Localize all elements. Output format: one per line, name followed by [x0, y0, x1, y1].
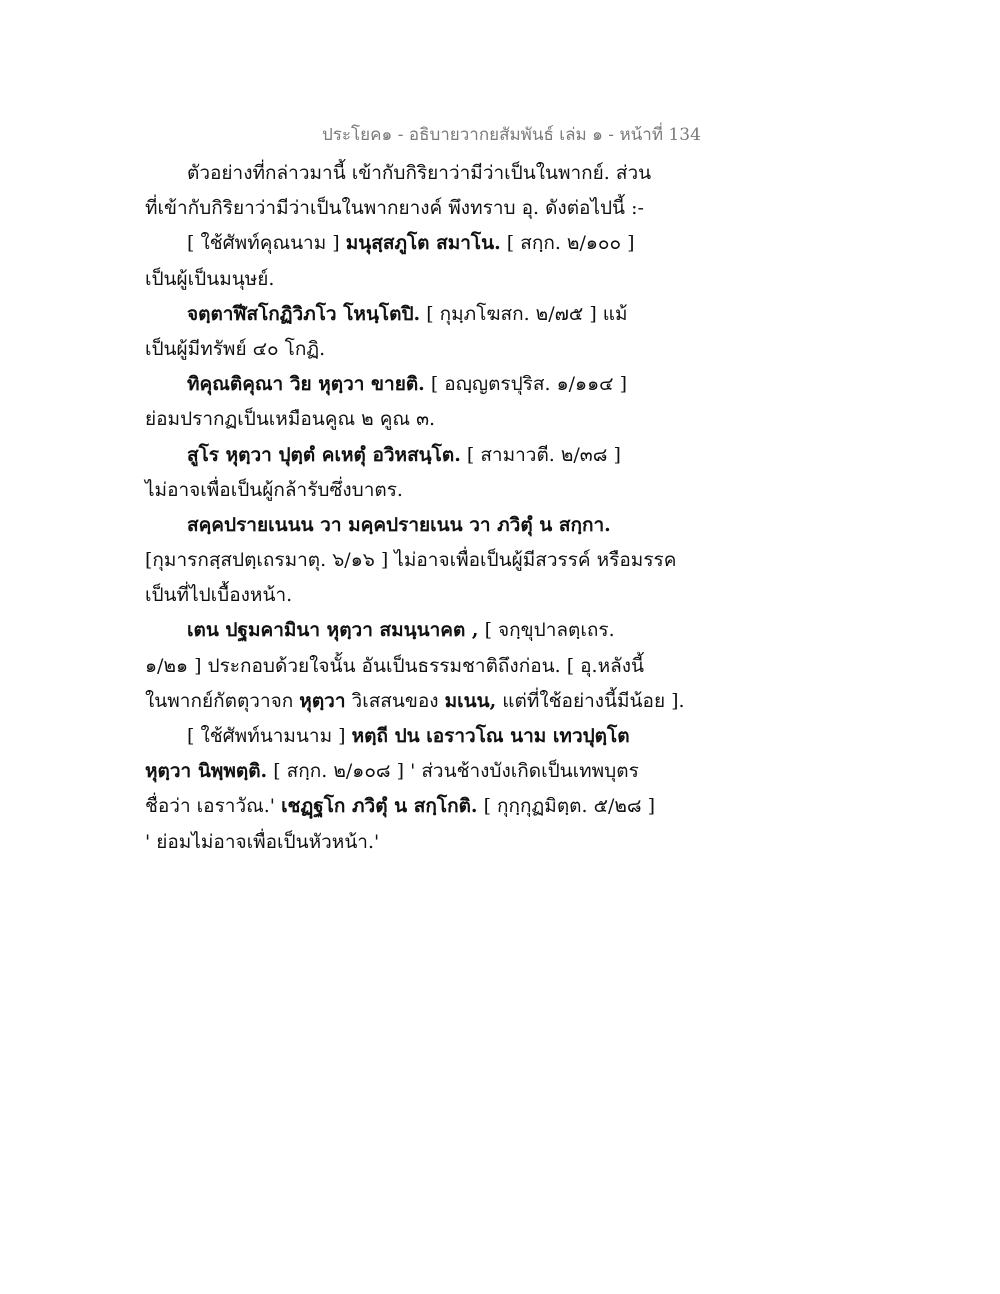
pali-text: หุตฺวา — [299, 689, 346, 712]
text-line — [145, 332, 705, 367]
thai-text: [ ใช้ศัพท์นามนาม ] — [187, 725, 352, 747]
pali-text: สคฺคปรายเนนน วา มคฺคปรายเนน วา ภวิตุํ น สกฺกา. — [187, 513, 611, 536]
text-line — [145, 367, 705, 402]
text-line — [145, 719, 705, 754]
text-line — [145, 473, 705, 508]
thai-text: วิเสสนของ — [345, 689, 445, 712]
thai-text: ตัวอย่างที่กล่าวมานี้ เข้ากับกิริยาว่ามีว่าเป็นในพากย์. ส่วน — [187, 162, 652, 184]
thai-text: เป็นผู้มีทรัพย์ ๔๐ โกฏิ. — [145, 337, 326, 360]
pali-text: เตน ปฐมคามินา หุตฺวา สมนฺนาคต , — [187, 619, 479, 642]
text-line — [145, 649, 705, 684]
pali-text: มเนน, — [444, 689, 497, 712]
thai-text: [ อญฺญตรปุริส. ๑/๑๑๔ ] — [424, 373, 627, 396]
thai-text: [ กุมฺภโฆสก. ๒/๗๕ ] แม้ — [420, 302, 628, 325]
text-line — [145, 297, 705, 332]
thai-text: [ กุกฺกุฏมิตฺต. ๕/๒๘ ] — [477, 795, 655, 818]
text-line — [145, 508, 705, 543]
text-line — [145, 578, 705, 613]
thai-text: [ สกฺก. ๒/๑๐๘ ] ' ส่วนช้างบังเกิดเป็นเทพบุตร — [267, 760, 639, 783]
text-line — [145, 402, 705, 437]
pali-text: เชฏฺฐโก ภวิตุํ น สกฺโกติ. — [281, 795, 478, 818]
text-line — [145, 226, 705, 261]
text-line — [145, 684, 705, 719]
thai-text: ในพากย์กัตตุวาจก — [145, 689, 300, 712]
text-line — [145, 191, 705, 226]
thai-text: [กุมารกสฺสปตฺเถรมาตุ. ๖/๑๖ ] ไม่อาจเพื่อเป็นผู้มีสวรรค์ หรือมรรค — [145, 549, 677, 572]
pali-text: สูโร หุตฺวา ปุตฺตํ คเหตุํ อวิหสนฺโต. — [187, 443, 461, 466]
thai-text: [ สามาวตี. ๒/๓๘ ] — [460, 443, 621, 466]
text-line — [145, 754, 705, 789]
thai-text: ชื่อว่า เอราวัณ.' — [145, 795, 282, 818]
text-line — [145, 438, 705, 473]
text-line — [145, 789, 705, 824]
page-header: ประโยค๑ - อธิบายวากยสัมพันธ์ เล่ม ๑ - หน้าที่ 134 — [322, 125, 701, 145]
text-line — [145, 262, 705, 297]
thai-text: แต่ที่ใช้อย่างนี้มีน้อย ]. — [496, 689, 685, 712]
pali-text: หุตฺวา นิพฺพตฺติ. — [145, 760, 268, 783]
thai-text: [ สกฺก. ๒/๑๐๐ ] — [500, 232, 635, 255]
text-line — [145, 156, 705, 191]
pali-text: มนุสฺสภูโต สมาโน. — [345, 232, 501, 255]
thai-text: ไม่อาจเพื่อเป็นผู้กล้ารับซึ่งบาตร. — [145, 478, 403, 501]
pali-text: หตฺถี ปน เอราวโณ นาม เทวปุตฺโต — [351, 725, 630, 747]
text-line — [145, 543, 705, 578]
text-line — [145, 613, 705, 648]
pali-text: ทิคุณติคุณา วิย หุตฺวา ขายติ. — [187, 373, 425, 396]
thai-text: ' ย่อมไม่อาจเพื่อเป็นหัวหน้า.' — [145, 830, 380, 853]
pali-text: จตฺตาฬีสโกฏิวิภโว โหนฺโตปิ. — [187, 302, 421, 325]
thai-text: เป็นที่ไปเบื้องหน้า. — [145, 584, 293, 607]
text-line — [145, 825, 705, 860]
thai-text: ๑/๒๑ ] ประกอบด้วยใจนั้น อันเป็นธรรมชาติถึงก่อน. [ อุ.หลังนี้ — [145, 654, 645, 677]
thai-text: [ ใช้ศัพท์คุณนาม ] — [187, 232, 346, 255]
body-text — [145, 156, 705, 860]
thai-text: เป็นผู้เป็นมนุษย์. — [145, 267, 275, 290]
thai-text: ย่อมปรากฏเป็นเหมือนคูณ ๒ คูณ ๓. — [145, 408, 436, 431]
thai-text: ที่เข้ากับกิริยาว่ามีว่าเป็นในพากยางค์ พึงทราบ อุ. ดังต่อไปนี้ :- — [145, 197, 644, 220]
thai-text: [ จกฺขุปาลตฺเถร. — [478, 619, 615, 642]
